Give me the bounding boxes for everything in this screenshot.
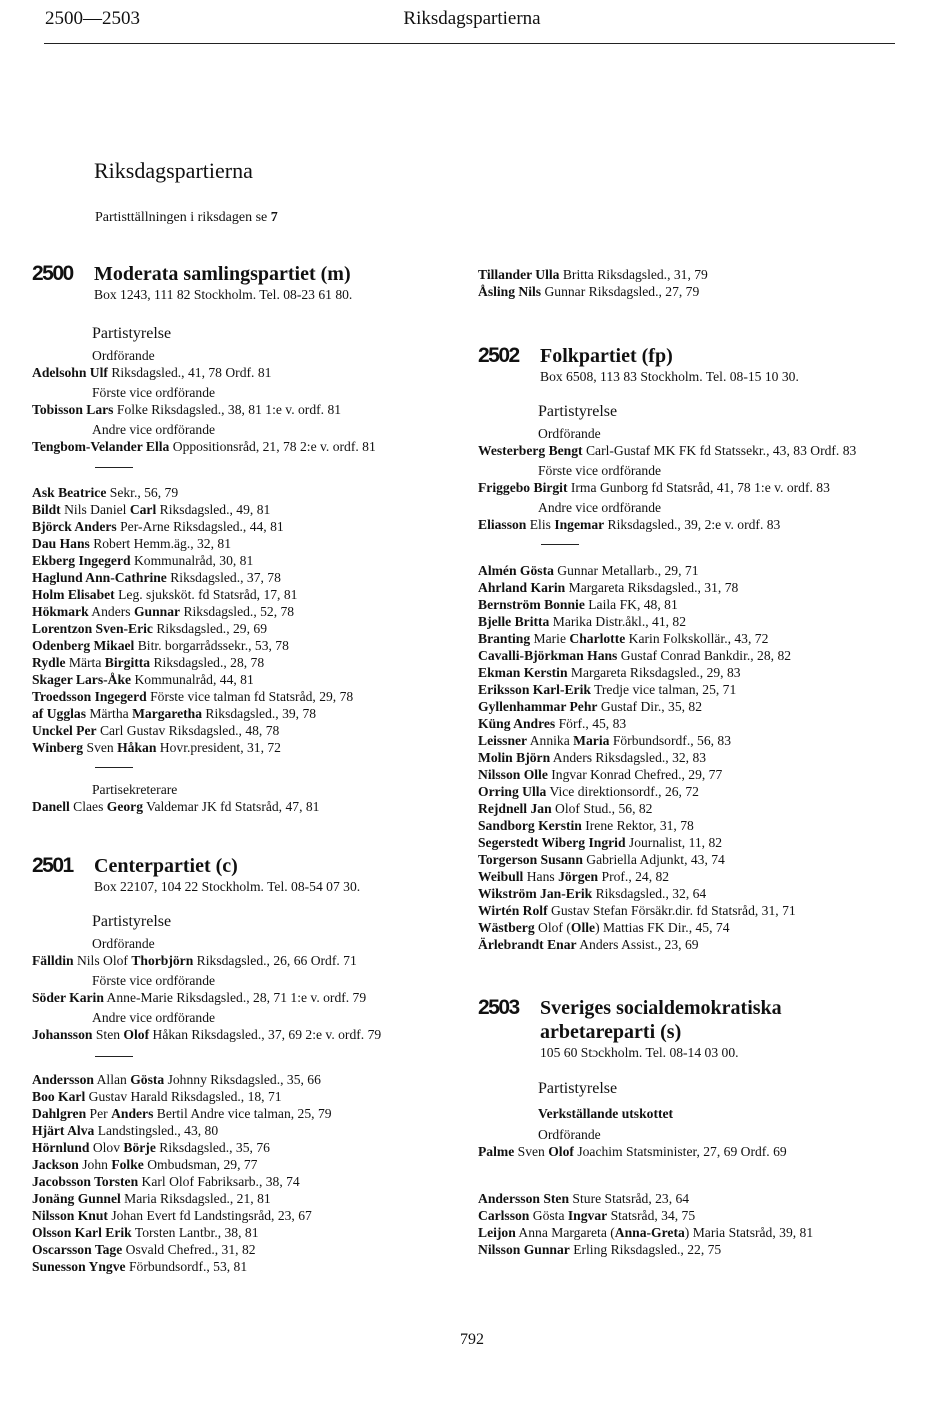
header-rule: [44, 43, 895, 44]
member-entry: Bernström Bonnie Laila FK, 48, 81: [478, 597, 678, 612]
role-label: Ordförande: [92, 348, 155, 363]
member-entry: Westerberg Bengt Carl-Gustaf MK FK fd Statssekr., 43, 83 Ordf. 83: [478, 443, 857, 458]
party-name: Folkpartiet (fp): [540, 345, 673, 367]
left-column: [32, 262, 452, 1275]
member-entry: Winberg Sven Håkan Hovr.president, 31, 72: [32, 740, 281, 755]
party-name-line2: arbetareparti (s): [540, 1021, 682, 1043]
section-note: [95, 210, 278, 226]
member-entry: Leissner Annika Maria Förbundsordf., 56, 83: [478, 733, 732, 748]
member-entry: Skager Lars-Åke Kommunalråd, 44, 81: [32, 672, 254, 687]
role-label: Partisekreterare: [92, 782, 178, 797]
member-entry: Küng Andres Förf., 45, 83: [478, 716, 627, 731]
member-list: [478, 1190, 898, 1258]
member-entry: Jacobsson Torsten Karl Olof Fabriksarb., 38, 74: [32, 1174, 300, 1189]
role-label: Ordförande: [538, 426, 601, 441]
member-entry: Hökmark Anders Gunnar Riksdagsled., 52, 78: [32, 604, 295, 619]
member-entry: Wästberg Olof (Olle) Mattias FK Dir., 45, 74: [478, 920, 730, 935]
member-entry: Cavalli-Björkman Hans Gustaf Conrad Bankdir., 28, 82: [478, 648, 792, 663]
member-entry: Weibull Hans Jörgen Prof., 24, 82: [478, 869, 670, 884]
subheading-board: Partistyrelse: [538, 403, 618, 420]
member-entry: Rydle Märta Birgitta Riksdagsled., 28, 78: [32, 655, 265, 670]
party-2500-heading: [32, 262, 452, 304]
member-entry: Eliasson Elis Ingemar Riksdagsled., 39, 2:e v. ordf. 83: [478, 517, 781, 532]
member-entry: Adelsohn Ulf Riksdagsled., 41, 78 Ordf. 81: [32, 365, 272, 380]
party-name-line1: Sveriges socialdemokratiska: [540, 997, 782, 1019]
member-entry: Boo Karl Gustav Harald Riksdagsled., 18, 71: [32, 1089, 282, 1104]
running-header-range: 2500—2503: [45, 8, 140, 29]
member-entry: Branting Marie Charlotte Karin Folkskollär., 43, 72: [478, 631, 769, 646]
member-entry: Andersson Sten Sture Statsråd, 23, 64: [478, 1191, 690, 1206]
member-entry: Nilsson Gunnar Erling Riksdagsled., 22, 75: [478, 1242, 722, 1257]
section-note-text: Partisttällningen i riksdagen se: [95, 210, 271, 225]
member-entry: Tobisson Lars Folke Riksdagsled., 38, 81 1:e v. ordf. 81: [32, 402, 342, 417]
member-entry: Nilsson Olle Ingvar Konrad Chefred., 29, 77: [478, 767, 723, 782]
member-entry: Molin Björn Anders Riksdagsled., 32, 83: [478, 750, 707, 765]
member-entry: Björck Anders Per-Arne Riksdagsled., 44, 81: [32, 519, 284, 534]
member-entry: Palme Sven Olof Joachim Statsminister, 27, 69 Ordf. 69: [478, 1144, 787, 1159]
party-2501-heading: [32, 854, 452, 896]
party-number: 2500: [32, 262, 73, 285]
party-name: Centerpartiet (c): [94, 855, 238, 877]
member-entry: Leijon Anna Margareta (Anna-Greta) Maria Statsråd, 39, 81: [478, 1225, 814, 1240]
member-entry: Ahrland Karin Margareta Riksdagsled., 31, 78: [478, 580, 739, 595]
member-entry: Unckel Per Carl Gustav Riksdagsled., 48, 78: [32, 723, 280, 738]
member-entry: Hjärt Alva Landstingsled., 43, 80: [32, 1123, 219, 1138]
role-label: Ordförande: [538, 1127, 601, 1142]
role-label: Andre vice ordförande: [92, 1010, 216, 1025]
member-entry: Dahlgren Per Anders Bertil Andre vice talman, 25, 79: [32, 1106, 332, 1121]
page-number: 792: [460, 1331, 484, 1348]
member-entry: Danell Claes Georg Valdemar JK fd Statsråd, 47, 81: [32, 799, 320, 814]
member-list: [32, 484, 452, 756]
member-entry: Ärlebrandt Enar Anders Assist., 23, 69: [478, 937, 699, 952]
member-entry: Carlsson Gösta Ingvar Statsråd, 34, 75: [478, 1208, 696, 1223]
member-entry: Troedsson Ingegerd Förste vice talman fd Statsråd, 29, 78: [32, 689, 354, 704]
member-entry: Johansson Sten Olof Håkan Riksdagsled., 37, 69 2:e v. ordf. 79: [32, 1027, 382, 1042]
role-label: Ordförande: [92, 936, 155, 951]
member-entry: Odenberg Mikael Bitr. borgarrådssekr., 53, 78: [32, 638, 289, 653]
party-address: Box 22107, 104 22 Stockholm. Tel. 08-54 07 30.: [94, 879, 361, 894]
member-entry: Almén Gösta Gunnar Metallarb., 29, 71: [478, 563, 699, 578]
member-list: [32, 1071, 452, 1275]
member-entry: Eriksson Karl-Erik Tredje vice talman, 25, 71: [478, 682, 737, 697]
section-note-ref[interactable]: 7: [270, 210, 278, 225]
subheading-board: Partistyrelse: [538, 1080, 618, 1097]
member-entry: Torgerson Susann Gabriella Adjunkt, 43, 74: [478, 852, 725, 867]
member-entry: Oscarsson Tage Osvald Chefred., 31, 82: [32, 1242, 256, 1257]
member-entry: Sunesson Yngve Förbundsordf., 53, 81: [32, 1259, 248, 1274]
role-label: Andre vice ordförande: [92, 422, 216, 437]
member-list: [478, 562, 898, 953]
member-entry: Ekman Kerstin Margareta Riksdagsled., 29, 83: [478, 665, 741, 680]
subheading-executive: Verkställande utskottet: [538, 1106, 674, 1121]
party-2502-heading: [478, 344, 898, 386]
member-entry: Haglund Ann-Cathrine Riksdagsled., 37, 78: [32, 570, 281, 585]
member-entry: Wirtén Rolf Gustav Stefan Försäkr.dir. fd Statsråd, 31, 71: [478, 903, 796, 918]
member-entry: Jonäng Gunnel Maria Riksdagsled., 21, 81: [32, 1191, 271, 1206]
member-entry: Tillander Ulla Britta Riksdagsled., 31, 79: [478, 267, 708, 282]
party-number: 2502: [478, 344, 519, 367]
party-address: Box 6508, 113 83 Stockholm. Tel. 08-15 10 30.: [540, 369, 799, 384]
subheading-board: Partistyrelse: [92, 913, 172, 930]
running-header-title: Riksdagspartierna: [403, 8, 541, 29]
party-number: 2503: [478, 996, 519, 1019]
member-entry: af Ugglas Märtha Margaretha Riksdagsled., 39, 78: [32, 706, 317, 721]
role-label: Andre vice ordförande: [538, 500, 662, 515]
member-entry: Bildt Nils Daniel Carl Riksdagsled., 49, 81: [32, 502, 271, 517]
member-entry: Lorentzon Sven-Eric Riksdagsled., 29, 69: [32, 621, 267, 636]
party-number: 2501: [32, 854, 73, 877]
role-label: Förste vice ordförande: [538, 463, 662, 478]
member-entry: Friggebo Birgit Irma Gunborg fd Statsråd, 41, 78 1:e v. ordf. 83: [478, 480, 830, 495]
member-entry: Olsson Karl Erik Torsten Lantbr., 38, 81: [32, 1225, 259, 1240]
member-entry: Söder Karin Anne-Marie Riksdagsled., 28, 71 1:e v. ordf. 79: [32, 990, 367, 1005]
role-label: Förste vice ordförande: [92, 385, 216, 400]
section-title: Riksdagspartierna: [94, 158, 253, 183]
member-entry: Holm Elisabet Leg. sjuksköt. fd Statsråd, 17, 81: [32, 587, 298, 602]
member-entry: Rejdnell Jan Olof Stud., 56, 82: [478, 801, 653, 816]
member-entry: Orring Ulla Vice direktionsordf., 26, 72: [478, 784, 699, 799]
member-entry: Tengbom-Velander Ella Oppositionsråd, 21, 78 2:e v. ordf. 81: [32, 439, 376, 454]
member-entry: Nilsson Knut Johan Evert fd Landstingsråd, 23, 67: [32, 1208, 312, 1223]
subheading-board: Partistyrelse: [92, 325, 172, 342]
member-entry: Fälldin Nils Olof Thorbjörn Riksdagsled., 26, 66 Ordf. 71: [32, 953, 357, 968]
party-address: Box 1243, 111 82 Stockholm. Tel. 08-23 61 80.: [94, 287, 353, 302]
member-entry: Ekberg Ingegerd Kommunalråd, 30, 81: [32, 553, 254, 568]
member-entry: Ask Beatrice Sekr., 56, 79: [32, 485, 179, 500]
member-entry: Andersson Allan Gösta Johnny Riksdagsled., 35, 66: [32, 1072, 321, 1087]
role-label: Förste vice ordförande: [92, 973, 216, 988]
member-entry: Bjelle Britta Marika Distr.åkl., 41, 82: [478, 614, 687, 629]
member-entry: Sandborg Kerstin Irene Rektor, 31, 78: [478, 818, 694, 833]
party-address: 105 60 Stɔckholm. Tel. 08-14 03 00.: [540, 1045, 739, 1060]
right-column: [478, 266, 898, 1258]
member-entry: Wikström Jan-Erik Riksdagsled., 32, 64: [478, 886, 707, 901]
member-entry: Åsling Nils Gunnar Riksdagsled., 27, 79: [478, 284, 700, 299]
member-entry: Gyllenhammar Pehr Gustaf Dir., 35, 82: [478, 699, 703, 714]
member-entry: Hörnlund Olov Börje Riksdagsled., 35, 76: [32, 1140, 270, 1155]
party-2503-heading: [478, 996, 898, 1062]
member-list-continued: [478, 266, 898, 300]
party-name: Moderata samlingspartiet (m): [94, 263, 351, 285]
member-entry: Jackson John Folke Ombudsman, 29, 77: [32, 1157, 258, 1172]
member-entry: Segerstedt Wiberg Ingrid Journalist, 11, 82: [478, 835, 723, 850]
member-entry: Dau Hans Robert Hemm.äg., 32, 81: [32, 536, 231, 551]
